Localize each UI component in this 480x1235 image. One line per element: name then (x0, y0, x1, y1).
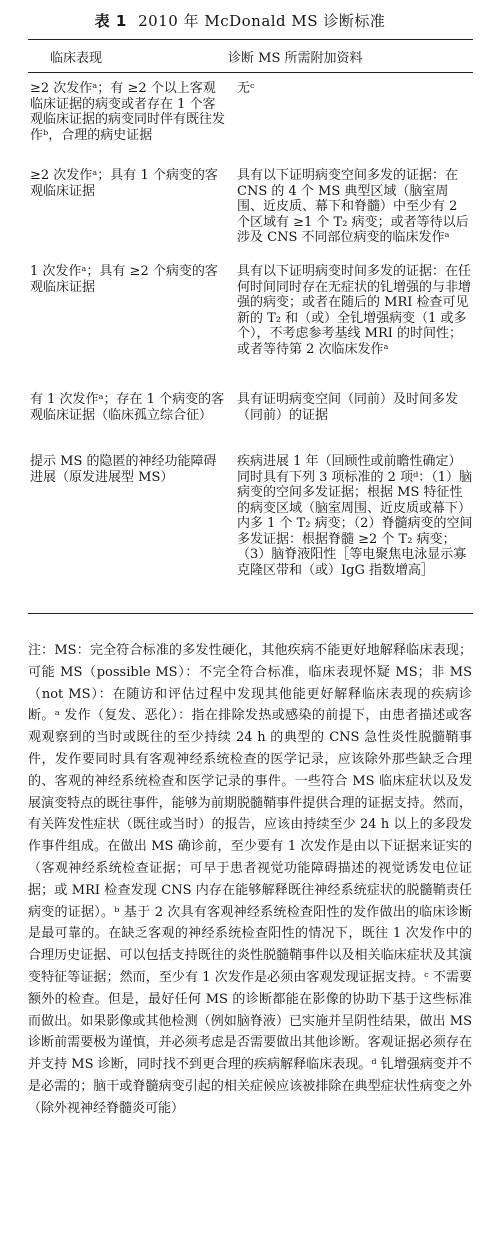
table-label: 表 1 (94, 12, 127, 30)
row-additional-cell: 具有以下证明病变空间多发的证据：在 CNS 的 4 个 MS 典型区域（脑室周围、近皮质、幕下和脊髓）中至少有 2 个区域有 ≥1 个 T₂ 病变；或者等待以后涉及 CNS 不同部位病变的临床发作ᵃ (237, 168, 469, 245)
row-clinical-cell: 有 1 次发作ᵃ；存在 1 个病变的客观临床证据（临床孤立综合征） (30, 392, 225, 423)
table-title (0, 10, 480, 31)
table-footnote: 注：MS：完全符合标准的多发性硬化，其他疾病不能更好地解释临床表现；可能 MS（possible MS）：不完全符合标准，临床表现怀疑 MS；非 MS（not MS）：在随访和评估过程中发现其他能更好解释临床表现的疾病诊断。ᵃ 发作（复发、恶化）：指在排除发热或感染的前提下，由患者描述或客观观察到的当时或既往的至少持续 24 h 的典型的 CNS 急性炎性脱髓鞘事件，发作要同时具有客观神经系统检查的医学记录，应该除外那些缺乏合理的、客观的神经系统检查和医学记录的事件。一些符合 MS 临床症状以及发展演变特点的既往事件，能够为前期脱髓鞘事件提供合理的证据支持。然而，有关阵发性症状（既往或当时）的报告，应该由持续至少 24 h 以上的多段发作事件组成。在做出 MS 确诊前，至少要有 1 次发作是由以下证据来证实的（客观神经系统检查证据；可早于患者视觉功能障碍描述的视觉诱发电位证据；或 MRI 检查发现 CNS 内存在能够解释既往神经系统症状的脱髓鞘责任病变的证据）。ᵇ 基于 2 次具有客观神经系统检查阳性的发作做出的临床诊断是最可靠的。在缺乏客观的神经系统检查阳性的情况下，既往 1 次发作中的合理历史证据、可以包括支持既往的炎性脱髓鞘事件以及相关临床症状及其演变特征等证据；然而，至少有 1 次发作是必须由客观发现证据支持。ᶜ 不需要额外的检查。但是，最好任何 MS 的诊断都能在影像的协助下基于这些标准而做出。如果影像或其他检测（例如脑脊液）已实施并呈阴性结果，做出 MS 诊断前需要极为谨慎，并必须考虑是否需要做出其他诊断。客观证据必须存在并支持 MS 诊断，同时找不到更合理的疾病解释临床表现。ᵈ 钆增强病变并不是必需的；脑干或脊髓病变引起的相关症候应该被排除在典型症状性病变之外（除外视神经脊髓炎可能） (28, 643, 472, 1116)
criteria-table (28, 39, 473, 614)
table-row (28, 168, 473, 264)
header-additional-data: 诊断 MS 所需附加资料 (228, 50, 363, 66)
table-row (28, 392, 473, 454)
row-additional-cell: 具有证明病变空间（同前）及时间多发（同前）的证据 (237, 392, 459, 423)
row-clinical-cell: 提示 MS 的隐匿的神经功能障碍进展（原发进展型 MS） (30, 454, 217, 485)
table-title-text: 2010 年 McDonald MS 诊断标准 (138, 12, 386, 30)
table-header (28, 40, 473, 73)
row-clinical-cell: ≥2 次发作ᵃ；有 ≥2 个以上客观临床证据的病变或者存在 1 个客观临床证据的病变同时伴有既往发作ᵇ，合理的病史证据 (30, 81, 226, 143)
table-row (28, 81, 473, 168)
table-bottom-rule (28, 613, 473, 614)
header-clinical: 临床表现 (50, 50, 103, 66)
table-row (28, 264, 473, 392)
table-row (28, 454, 473, 614)
row-additional-cell: 疾病进展 1 年（回顾性或前瞻性确定）同时具有下列 3 项标准的 2 项ᵈ：（1）脑病变的空间多发证据；根据 MS 特征性的病变区域（脑室周围、近皮质或幕下）内多 1 个 T₂ 病变；（2）脊髓病变的空间多发证据：根据脊髓 ≥2 个 T₂ 病变；（3）脑脊液阳性［等电聚焦电泳显示寡克隆区带和（或）IgG 指数增高］ (237, 454, 473, 578)
row-clinical-cell: 1 次发作ᵃ；具有 ≥2 个病变的客观临床证据 (30, 264, 218, 295)
row-clinical-cell: ≥2 次发作ᵃ；具有 1 个病变的客观临床证据 (30, 168, 218, 199)
row-additional-cell: 具有以下证明病变时间多发的证据：在任何时间同时存在无症状的钆增强的与非增强的病变；或者在随后的 MRI 检查可见新的 T₂ 和（或）全钆增强病变（1 或多个），不考虑参考基线 MRI 的时间性；或者等待第 2 次临床发作ᵃ (237, 264, 472, 357)
row-additional-cell: 无ᶜ (237, 81, 255, 96)
